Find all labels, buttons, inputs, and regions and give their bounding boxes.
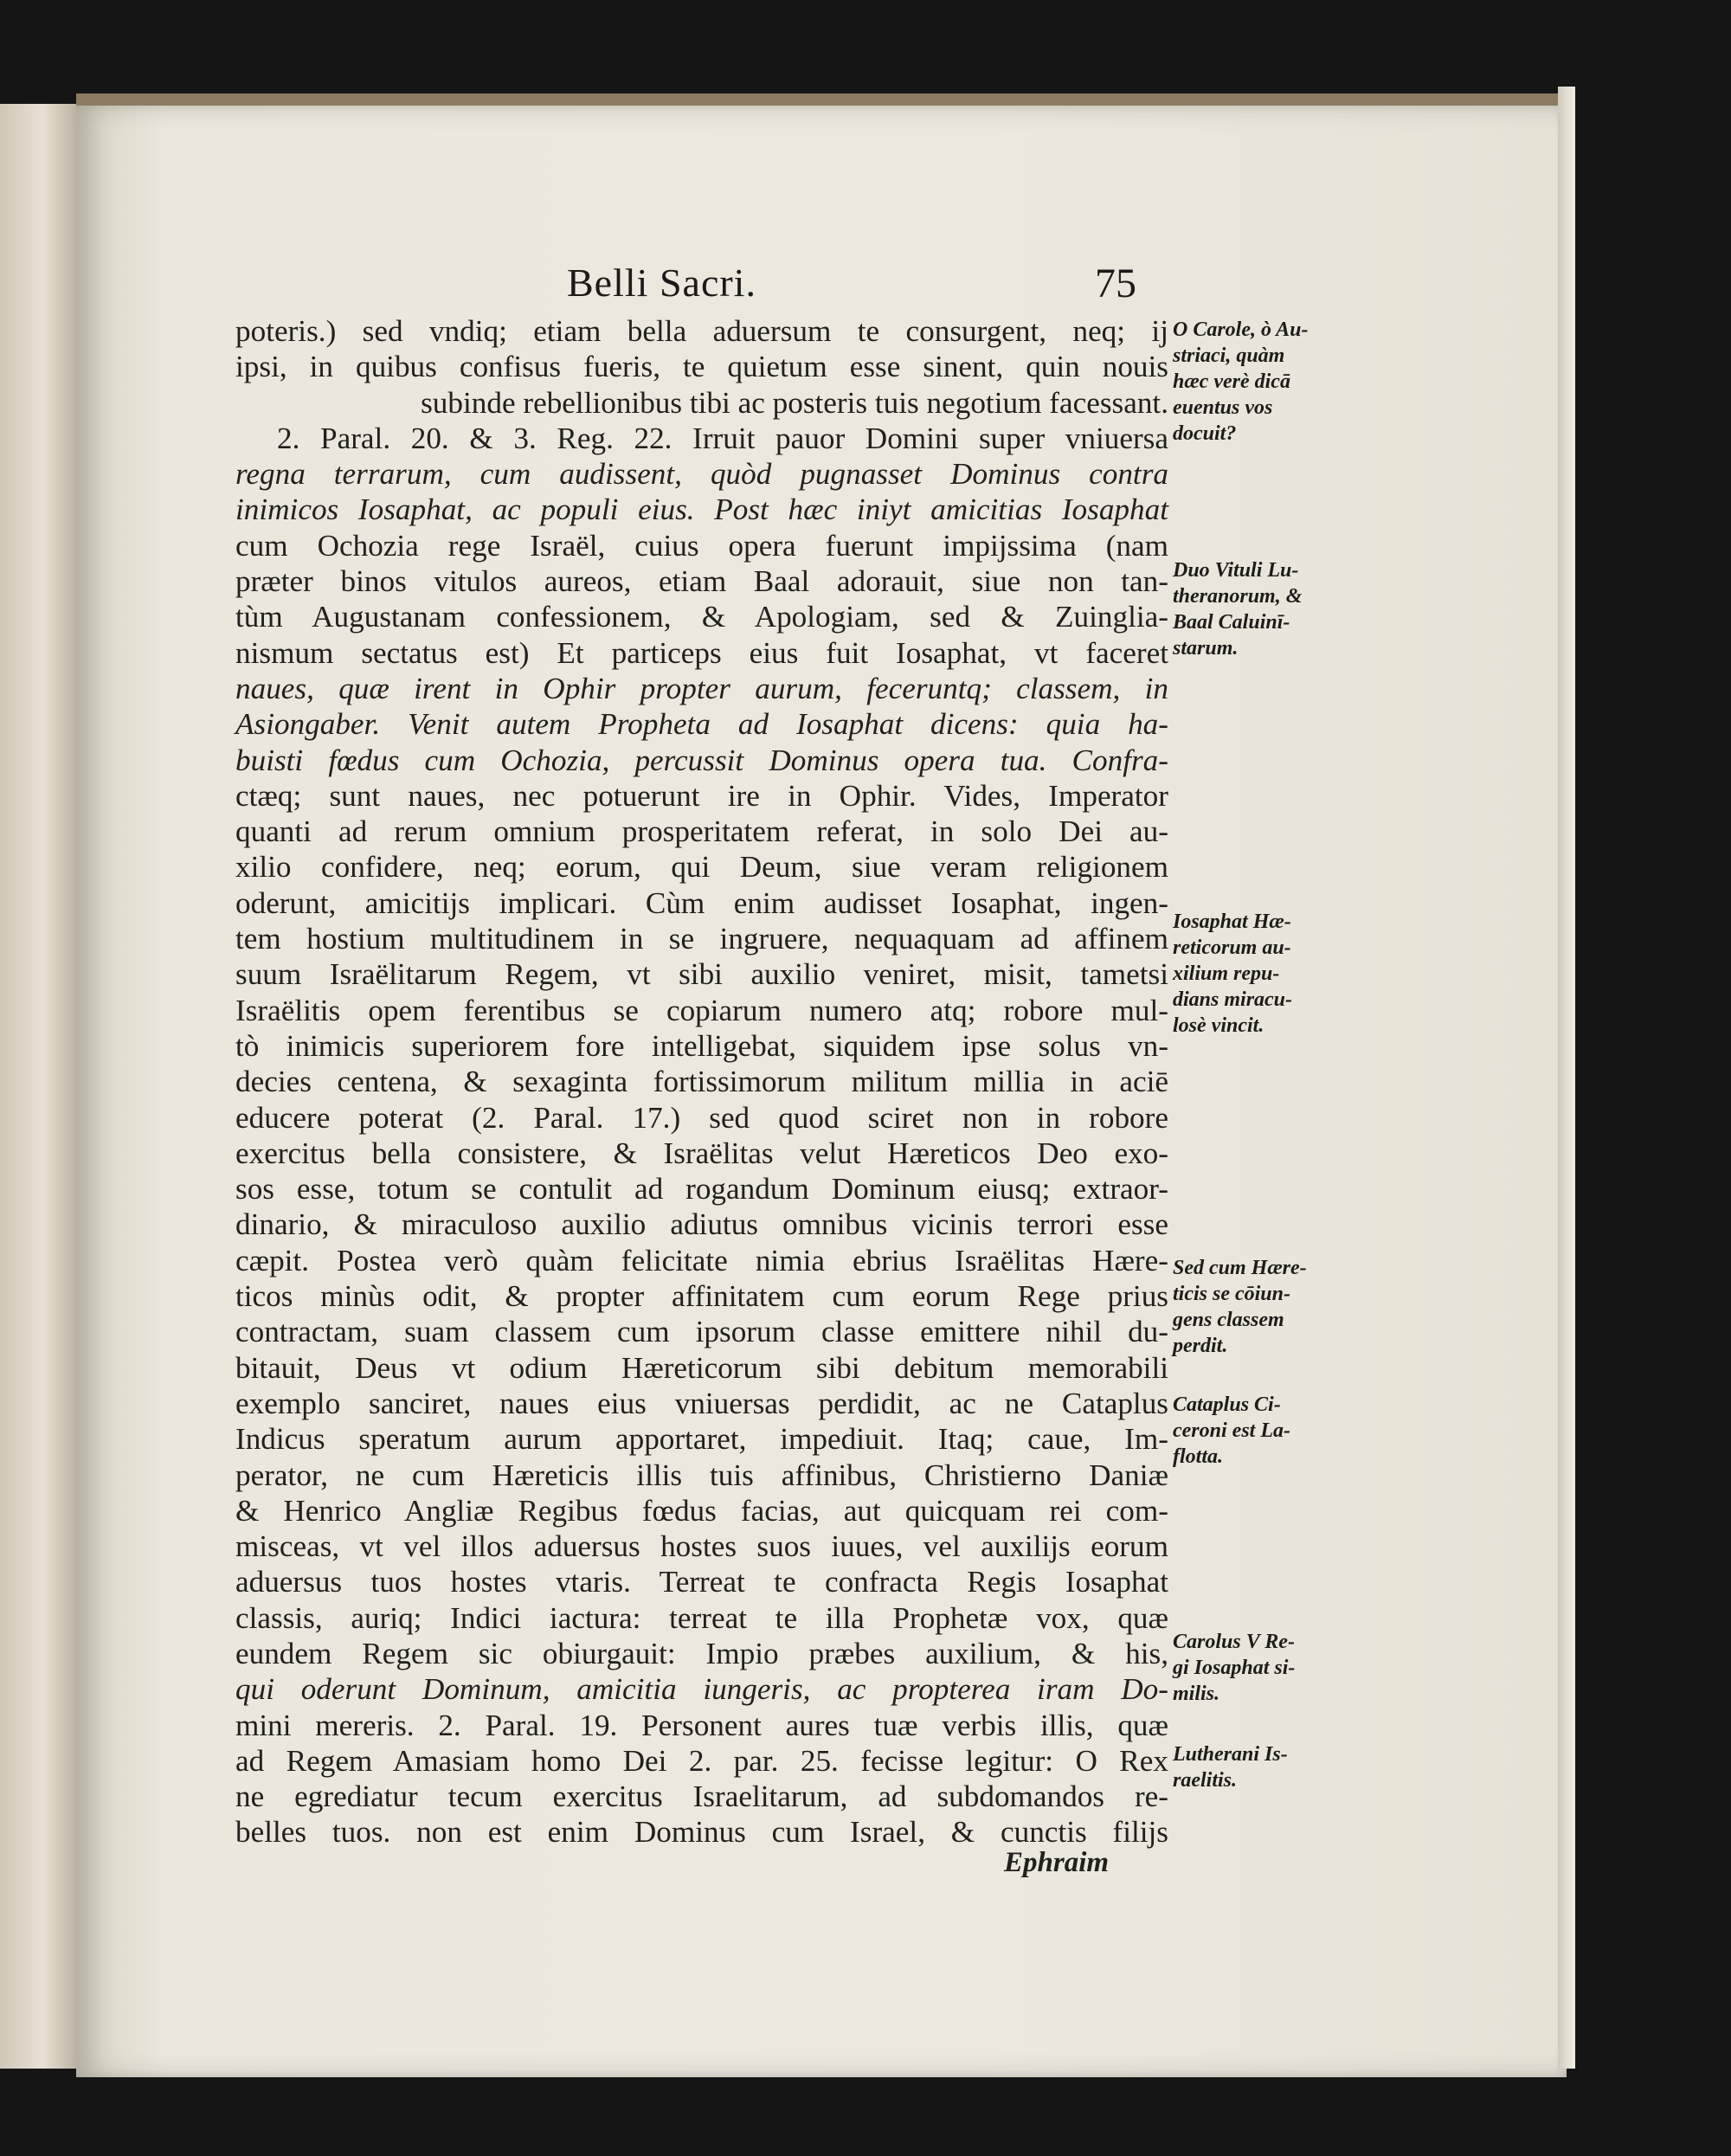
marginal-line: dians miracu-	[1173, 988, 1293, 1011]
marginal-line: Lutherani Is-	[1173, 1743, 1288, 1766]
text-line: suum Israëlitarum Regem, vt sibi auxilio veniret, misit, tametsi	[235, 957, 1168, 992]
page-number: 75	[1095, 261, 1136, 306]
facing-page-edge	[0, 104, 80, 2069]
page-header	[567, 260, 1173, 320]
marginal-line: Carolus V Re-	[1173, 1631, 1295, 1653]
marginal-line: gens classem	[1173, 1309, 1284, 1331]
body-text	[235, 313, 1168, 1850]
marginal-note	[1173, 1629, 1367, 1707]
marginal-line: theranorum, &	[1173, 585, 1303, 608]
text-line: bitauit, Deus vt odium Hæreticorum sibi debitum memorabili	[235, 1350, 1168, 1385]
text-line: ipsi, in quibus confisus fueris, te quietum esse sinent, quin nouis	[235, 350, 1168, 384]
page-fore-edge	[1558, 87, 1575, 2069]
text-line: Asiongaber. Venit autem Propheta ad Iosaphat dicens: quia ha-	[235, 707, 1168, 742]
text-line: tem hostium multitudinem in se ingruere, nequaquam ad affinem	[235, 922, 1168, 956]
marginal-note	[1173, 557, 1367, 661]
marginal-line: striaci, quàm	[1173, 344, 1285, 367]
marginal-line: ticis se cōiun-	[1173, 1283, 1290, 1305]
catchword: Ephraim	[1004, 1847, 1110, 1878]
marginal-line: milis.	[1173, 1683, 1220, 1705]
marginal-note	[1173, 1392, 1367, 1470]
text-line: mini mereris. 2. Paral. 19. Personent aures tuæ verbis illis, quæ	[235, 1708, 1168, 1742]
text-line: eundem Regem sic obiurgauit: Impio præbes auxilium, & his,	[235, 1636, 1168, 1670]
text-line: ticos minùs odit, & propter affinitatem cum eorum Rege prius	[235, 1279, 1168, 1314]
text-line: poteris.) sed vndiq; etiam bella aduersum te consurgent, neq; ij	[235, 314, 1168, 348]
marginal-line: gi Iosaphat si-	[1173, 1657, 1296, 1679]
marginal-line: docuit?	[1173, 422, 1237, 445]
text-line: cæpit. Postea verò quàm felicitate nimia ebrius Israëlitas Hære-	[235, 1243, 1168, 1278]
text-line: dinario, & miraculoso auxilio adiutus omnibus vicinis terrori esse	[235, 1207, 1168, 1242]
text-line: xilio confidere, neq; eorum, qui Deum, siue veram religionem	[235, 850, 1168, 885]
marginal-line: ceroni est La-	[1173, 1419, 1290, 1442]
text-line: buisti fœdus cum Ochozia, percussit Dominus opera tua. Confra-	[235, 743, 1168, 777]
text-line: decies centena, & sexaginta fortissimorum militum millia in aciē	[235, 1065, 1168, 1099]
marginal-line: perdit.	[1173, 1335, 1228, 1357]
text-line: perator, ne cum Hæreticis illis tuis affinibus, Christierno Daniæ	[235, 1458, 1168, 1492]
marginal-line: starum.	[1173, 637, 1239, 660]
text-line: Israëlitis opem ferentibus se copiarum numero atq; robore mul-	[235, 993, 1168, 1027]
marginal-line: Sed cum Hære-	[1173, 1257, 1307, 1279]
text-line: cum Ochozia rege Israël, cuius opera fuerunt impijssima (nam	[235, 528, 1168, 563]
running-head: Belli Sacri.	[567, 261, 756, 305]
marginal-note	[1173, 1255, 1367, 1359]
text-line: exemplo sanciret, naues eius vniuersas perdidit, ac ne Cataplus	[235, 1386, 1168, 1420]
marginal-line: Baal Caluinī-	[1173, 611, 1290, 634]
marginal-line: xilium repu-	[1173, 962, 1280, 985]
marginal-line: reticorum au-	[1173, 936, 1291, 959]
marginal-line: O Carole, ò Au-	[1173, 319, 1309, 341]
text-line: ne egrediatur tecum exercitus Israelitarum, ad subdomandos re-	[235, 1780, 1168, 1814]
marginal-line: hæc verè dicā	[1173, 370, 1290, 393]
text-line: sos esse, totum se contulit ad rogandum Dominum eiusq; extraor-	[235, 1172, 1168, 1207]
text-line: aduersus tuos hostes vtaris. Terreat te confracta Regis Iosaphat	[235, 1565, 1168, 1599]
text-line: regna terrarum, cum audissent, quòd pugnasset Dominus contra	[235, 457, 1168, 492]
marginal-note	[1173, 909, 1367, 1039]
marginal-note	[1173, 1741, 1367, 1793]
text-line: misceas, vt vel illos aduersus hostes suos iuues, vel auxilijs eorum	[235, 1529, 1168, 1564]
text-line: nismum sectatus est) Et particeps eius fuit Iosaphat, vt faceret	[235, 635, 1168, 670]
text-line: exercitus bella consistere, & Israëlitas velut Hæreticos Deo exo-	[235, 1136, 1168, 1170]
marginal-line: Duo Vituli Lu-	[1173, 559, 1299, 582]
text-line: tò inimicis superiorem fore intelligebat, siquidem ipse solus vn-	[235, 1028, 1168, 1063]
marginal-line: euentus vos	[1173, 396, 1273, 419]
text-line: 2. Paral. 20. & 3. Reg. 22. Irruit pauor Domini super vniuersa	[277, 421, 1168, 455]
text-line: præter binos vitulos aureos, etiam Baal adorauit, siue non tan-	[235, 564, 1168, 599]
text-line: tùm Augustanam confessionem, & Apologiam, sed & Zuinglia-	[235, 600, 1168, 634]
text-line: subinde rebellionibus tibi ac posteris tuis negotium facessant.	[421, 385, 1168, 420]
marginal-line: Iosaphat Hæ-	[1173, 911, 1291, 933]
text-line: ctæq; sunt naues, nec potuerunt ire in Ophir. Vides, Imperator	[235, 778, 1168, 813]
text-line: qui oderunt Dominum, amicitia iungeris, ac propterea iram Do-	[235, 1672, 1168, 1707]
marginal-note	[1173, 317, 1367, 447]
text-line: ad Regem Amasiam homo Dei 2. par. 25. fecisse legitur: O Rex	[235, 1743, 1168, 1778]
marginal-line: Cataplus Ci-	[1173, 1393, 1281, 1416]
text-line: & Henrico Angliæ Regibus fœdus facias, aut quicquam rei com-	[235, 1493, 1168, 1528]
text-line: classis, auriq; Indici iactura: terreat te illa Prophetæ vox, quæ	[235, 1600, 1168, 1635]
text-line: inimicos Iosaphat, ac populi eius. Post hæc iniyt amicitias Iosaphat	[235, 492, 1168, 527]
text-line: quanti ad rerum omnium prosperitatem referat, in solo Dei au-	[235, 814, 1168, 849]
text-line: educere poterat (2. Paral. 17.) sed quod sciret non in robore	[235, 1100, 1168, 1135]
text-line: contractam, suam classem cum ipsorum classe emittere nihil du-	[235, 1315, 1168, 1349]
marginal-line: raelitis.	[1173, 1769, 1238, 1792]
text-line: oderunt, amicitijs implicari. Cùm enim audisset Iosaphat, ingen-	[235, 885, 1168, 920]
marginal-line: flotta.	[1173, 1445, 1223, 1468]
marginal-line: losè vincit.	[1173, 1014, 1264, 1037]
text-line: Indicus speratum aurum apportaret, impediuit. Itaq; caue, Im-	[235, 1422, 1168, 1457]
text-line: belles tuos. non est enim Dominus cum Israel, & cunctis filijs	[235, 1815, 1168, 1850]
text-line: naues, quæ irent in Ophir propter aurum, feceruntq; classem, in	[235, 671, 1168, 705]
